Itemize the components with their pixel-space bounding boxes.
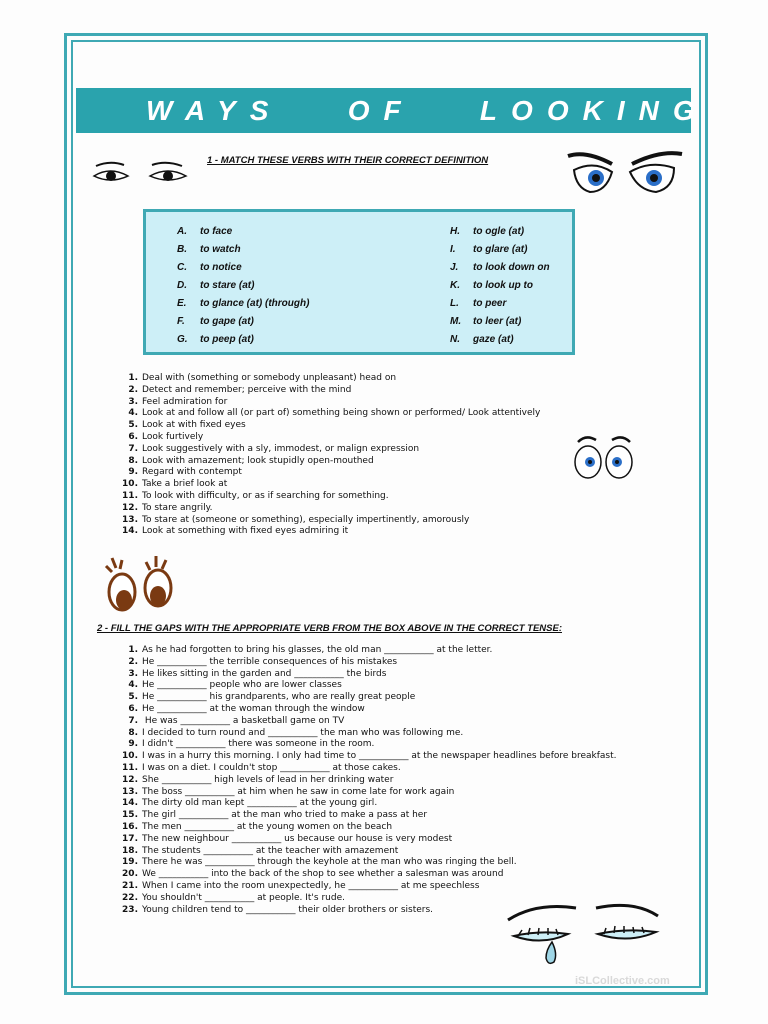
wide-eyes-icon (572, 432, 636, 482)
verb-item: L. to peer (450, 298, 507, 309)
verb-item: G. to peep (at) (177, 334, 254, 345)
verb-item: B. to watch (177, 244, 241, 255)
eyes-small-icon (92, 160, 192, 186)
definition-item: 1. Deal with (something or somebody unpleasant) head on (128, 373, 397, 383)
sad-eyes-icon (506, 898, 666, 970)
verb-item: I. to glare (at) (450, 244, 528, 255)
verb-item: A. to face (177, 226, 233, 237)
cartoon-eyes-icon (102, 554, 182, 614)
sentence-item: 4. He ___________ people who are lower classes (128, 680, 342, 691)
section1-heading: 1 - MATCH THESE VERBS WITH THEIR CORRECT DEFINITION (207, 155, 489, 166)
definition-item: 5. Look at with fixed eyes (128, 420, 246, 431)
verb-item: H. to ogle (at) (450, 226, 525, 237)
verb-item: C. to notice (177, 262, 242, 273)
sentence-item: 23. Young children tend to ___________ their older brothers or sisters. (122, 904, 434, 915)
sentence-list (114, 645, 617, 916)
sentence-item: 10. I was in a hurry this morning. I only had time to ___________ at the newspaper headlines before breakfast. (122, 751, 617, 762)
sentence-item: 3. He likes sitting in the garden and ___________ the birds (128, 668, 387, 679)
sentence-item: 12. She ___________ high levels of lead in her drinking water (122, 774, 394, 785)
sentence-item: 1. As he had forgotten to bring his glasses, the old man ___________ at the letter. (128, 645, 493, 655)
section2-heading: 2 - FILL THE GAPS WITH THE APPROPRIATE VERB FROM THE BOX ABOVE IN THE CORRECT TENSE: (97, 623, 562, 634)
sentence-item: 14. The dirty old man kept ___________ at the young girl. (122, 798, 378, 809)
sentence-item: 13. The boss ___________ at him when he saw in come late for work again (122, 786, 455, 797)
sentence-item: 22. You shouldn't ___________ at people. It's rude. (122, 892, 345, 903)
definition-item: 10. Take a brief look at (122, 479, 228, 490)
definition-item: 9. Regard with contempt (128, 467, 242, 478)
sentence-item: 2. He ___________ the terrible consequences of his mistakes (128, 656, 398, 667)
definition-item: 13. To stare at (someone or something), especially impertinently, amorously (122, 514, 470, 525)
sentence-item: 19. There he was ___________ through the keyhole at the man who was ringing the bell. (122, 857, 517, 868)
definition-item: 7. Look suggestively with a sly, immodest, or malign expression (128, 443, 420, 454)
sentence-item: 7. He was ___________ a basketball game on TV (128, 715, 345, 726)
verb-item: K. to look up to (450, 280, 533, 291)
angry-eyes-icon (566, 150, 684, 196)
verb-item: M. to leer (at) (450, 316, 522, 327)
verb-item: D. to stare (at) (177, 280, 255, 291)
sentence-item: 6. He ___________ at the woman through the window (128, 703, 365, 714)
sentence-item: 21. When I came into the room unexpectedly, he ___________ at me speechless (122, 880, 480, 891)
verb-box (143, 209, 575, 355)
definition-item: 6. Look furtively (128, 431, 204, 442)
sentence-item: 18. The students ___________ at the teacher with amazement (122, 845, 399, 856)
sentence-item: 15. The girl ___________ at the man who tried to make a pass at her (122, 810, 428, 821)
definition-item: 2. Detect and remember; perceive with the mind (128, 384, 352, 395)
verb-item: E. to glance (at) (through) (177, 298, 310, 309)
sentence-item: 5. He ___________ his grandparents, who are really great people (128, 692, 416, 703)
definition-list (114, 373, 540, 538)
definition-item: 4. Look at and follow all (or part of) something being shown or performed/ Look attentively (128, 408, 541, 419)
sentence-item: 8. I decided to turn round and ___________ the man who was following me. (128, 727, 464, 738)
sentence-item: 16. The men ___________ at the young women on the beach (122, 821, 393, 832)
verb-item: N. gaze (at) (450, 334, 514, 345)
definition-item: 14. Look at something with fixed eyes admiring it (122, 526, 349, 537)
verb-item: F. to gape (at) (177, 316, 254, 327)
definition-item: 12. To stare angrily. (122, 502, 213, 513)
sentence-item: 11. I was on a diet. I couldn't stop ___________ at those cakes. (122, 762, 401, 773)
sentence-item: 17. The new neighbour ___________ us because our house is very modest (122, 833, 453, 844)
watermark: iSLCollective.com (575, 975, 670, 987)
worksheet-title: WAYS OF LOOKING (76, 88, 691, 133)
verb-item: J. to look down on (450, 262, 550, 273)
sentence-item: 20. We ___________ into the back of the shop to see whether a salesman was around (122, 869, 504, 880)
sentence-item: 9. I didn't ___________ there was someone in the room. (128, 739, 375, 750)
definition-item: 11. To look with difficulty, or as if searching for something. (122, 490, 389, 501)
definition-item: 8. Look with amazement; look stupidly open-mouthed (128, 455, 374, 466)
definition-item: 3. Feel admiration for (128, 396, 228, 407)
